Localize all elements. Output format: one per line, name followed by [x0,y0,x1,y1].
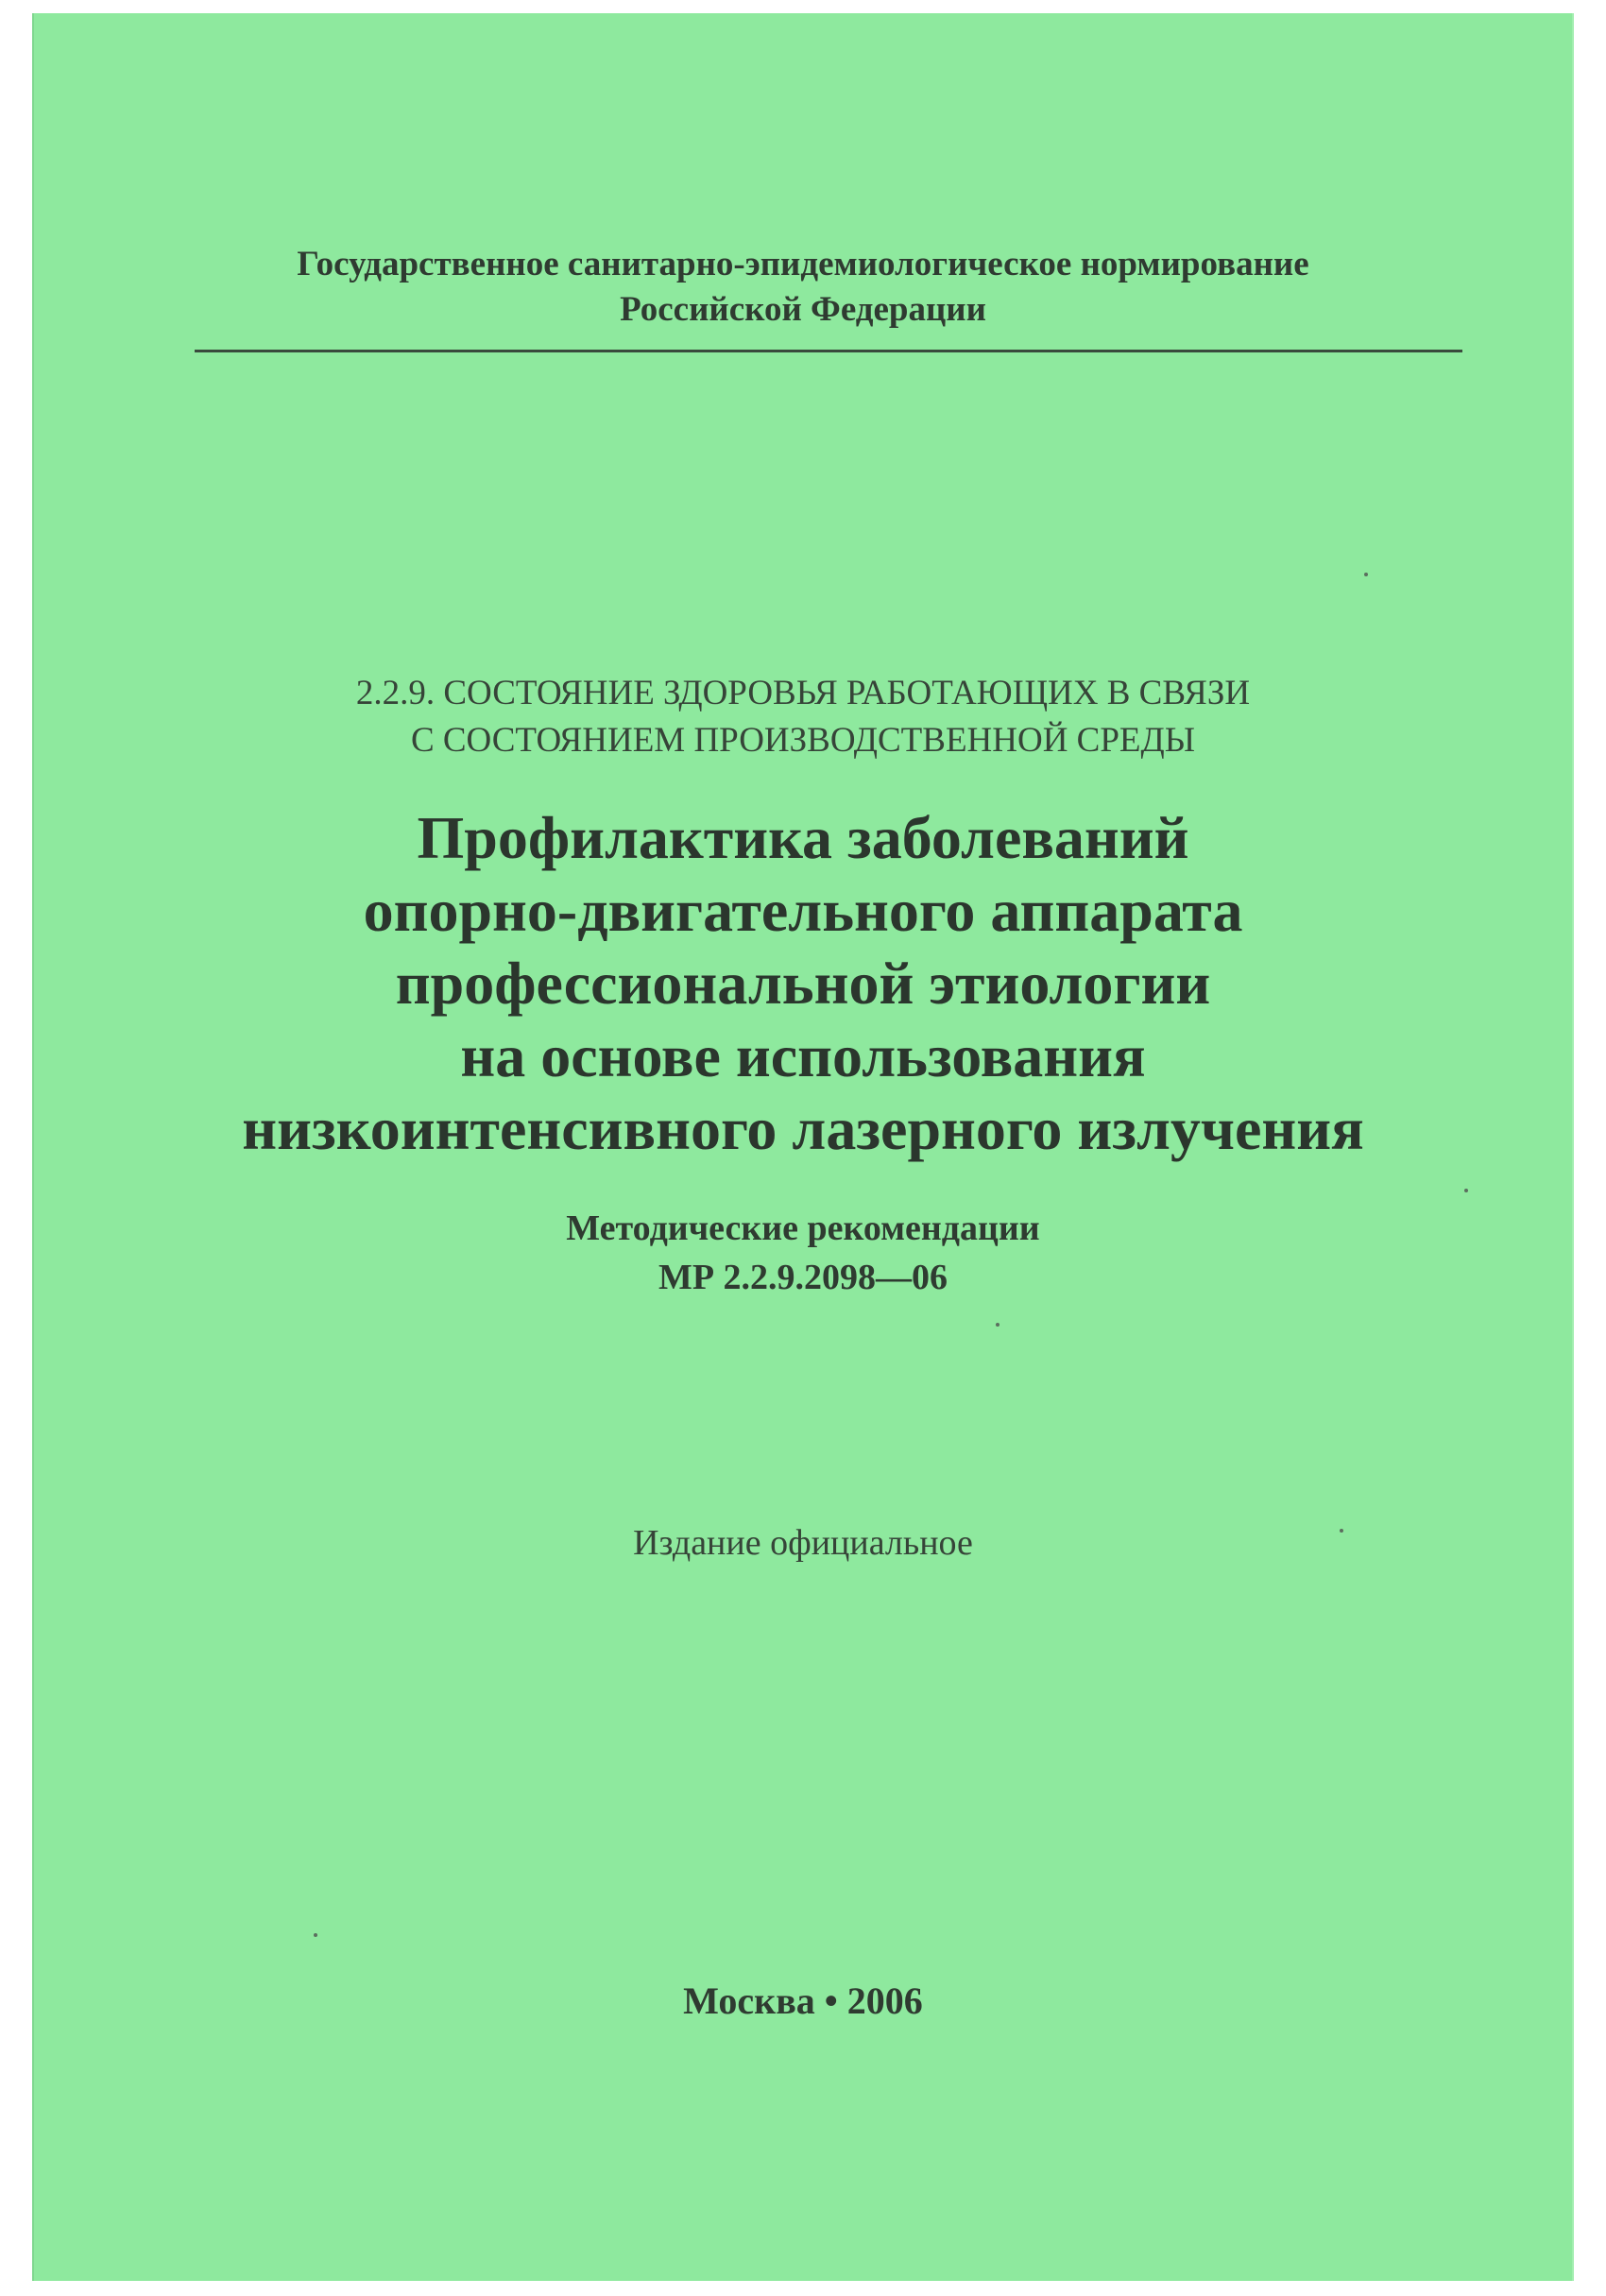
series-heading-line-2: С СОСТОЯНИЕМ ПРОИЗВОДСТВЕННОЙ СРЕДЫ [410,721,1196,760]
title-line-5: низкоинтенсивного лазерного излучения [242,1095,1364,1162]
paper-speck [1364,573,1368,576]
paper-speck [314,1933,317,1937]
header-authority-line-2: Российской Федерации [620,290,986,329]
document-type: Методические рекомендации [566,1208,1040,1248]
title-line-4: на основе использования [460,1022,1146,1089]
paper-speck [1340,1529,1343,1533]
document-code: МР 2.2.9.2098—06 [658,1258,948,1297]
title-line-3: профессиональной этиологии [395,950,1211,1017]
title-line-1: Профилактика заболеваний [417,804,1189,871]
edition-note: Издание официальное [633,1523,973,1563]
title-line-2: опорно-двигательного аппарата [363,877,1243,944]
header-authority-line-1: Государственное санитарно-эпидемиологическое нормирование [297,245,1309,283]
paper-speck [1464,1189,1468,1192]
imprint-city-year: Москва • 2006 [683,1979,923,2022]
series-heading-line-1: 2.2.9. СОСТОЯНИЕ ЗДОРОВЬЯ РАБОТАЮЩИХ В СВЯЗИ [355,674,1251,712]
document-cover [32,13,1574,2281]
paper-speck [996,1323,999,1327]
header-divider [195,350,1462,352]
